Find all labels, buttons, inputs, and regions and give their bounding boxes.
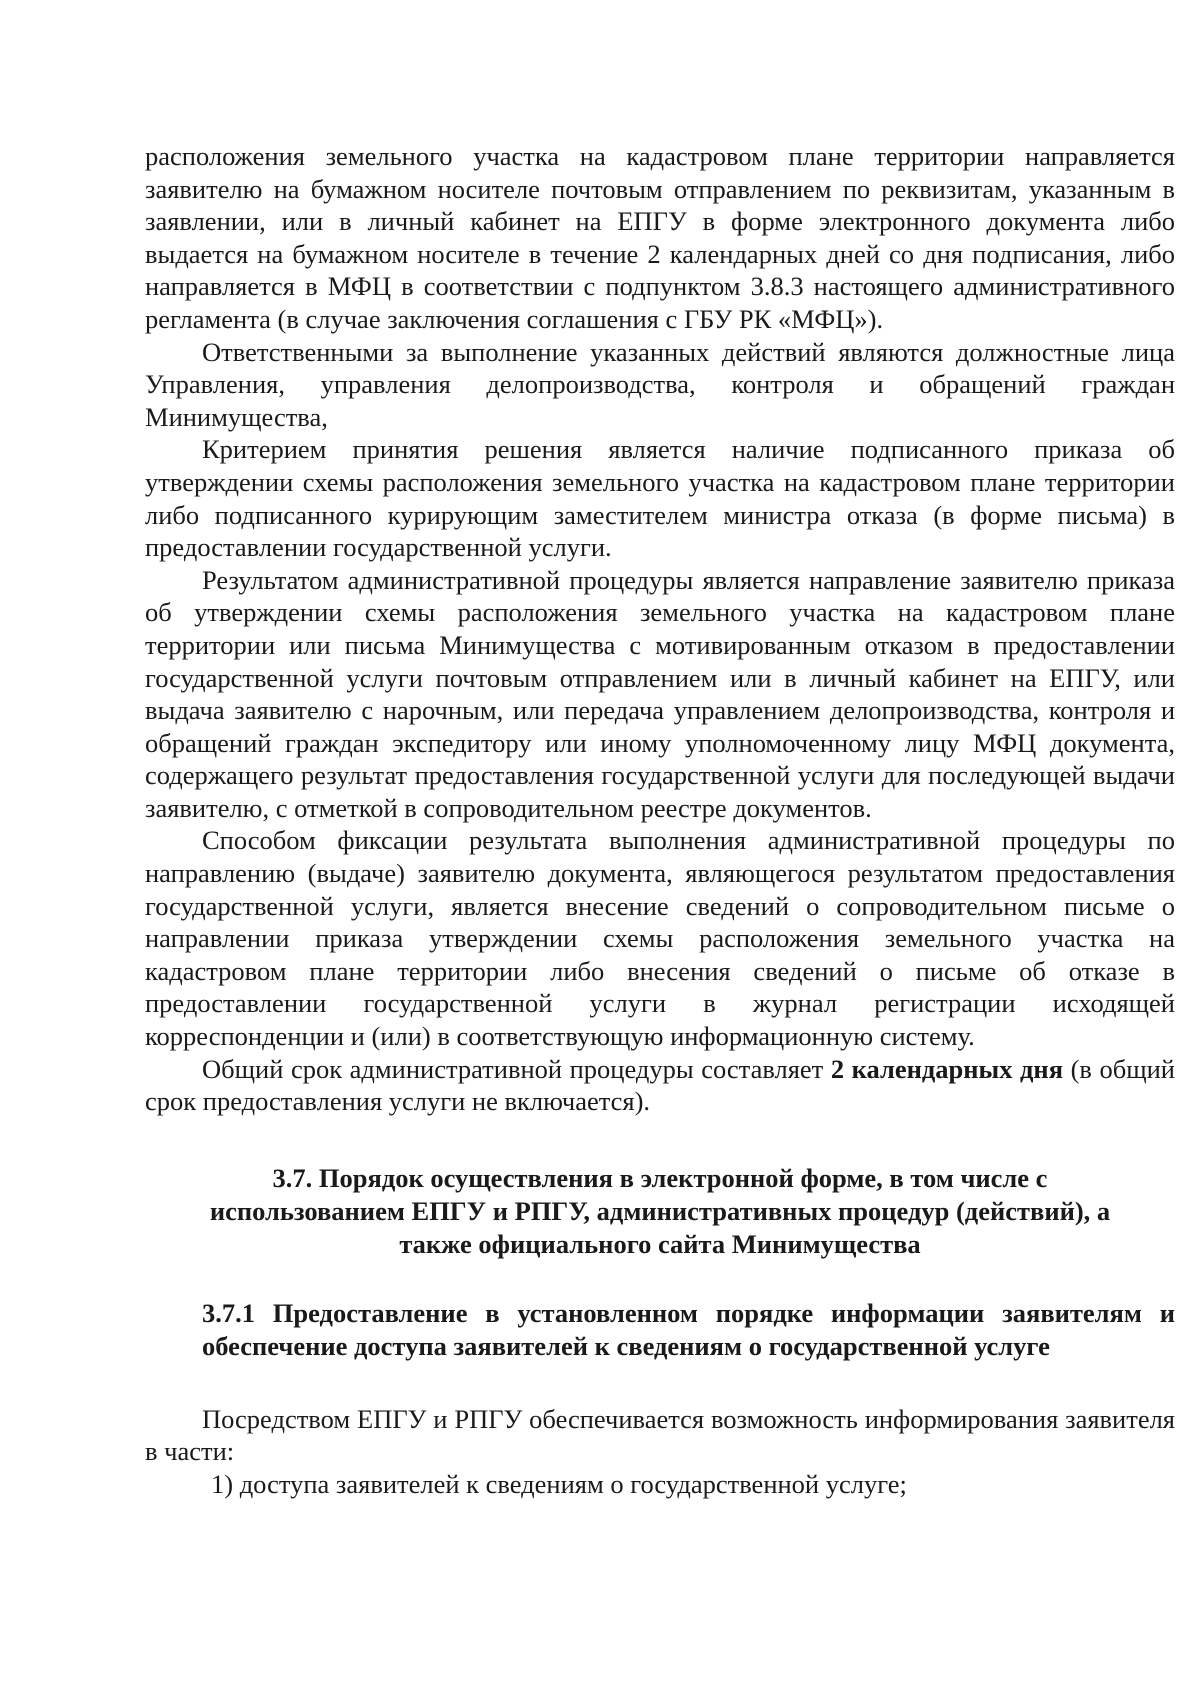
section-heading-3-7-line-1: 3.7. Порядок осуществления в электронной форме, в том числе с	[272, 1162, 1048, 1193]
paragraph-procedure-result: Результатом административной процедуры является направление заявителю приказа об утверждении схемы расположения земельного участка на кадастровом плане территории или письма Минимущества с мотивированным отказом в предоставлении государственной услуги почтовым отправлением или в личный кабинет на ЕПГУ, или выдача заявителю с нарочным, или передача управлением делопроизводства, контроля и обращений граждан экспедитору или иному уполномоченному лицу МФЦ документа, содержащего результат предоставления государственной услуги для последующей выдачи заявителю, с отметкой в сопроводительном реестре документов.	[145, 564, 1175, 823]
total-term-bold: 2 календарных дня	[830, 1053, 1064, 1084]
paragraph-decision-criterion: Критерием принятия решения является наличие подписанного приказа об утверждении схемы расположения земельного участка на кадастровом плане территории либо подписанного курирующим заместителем министра отказа (в форме письма) в предоставлении государственной услуги.	[145, 434, 1175, 563]
section-heading-3-7	[145, 1162, 1175, 1261]
paragraph-fixation-method: Способом фиксации результата выполнения административной процедуры по направлению (выдаче) заявителю документа, являющегося результатом предоставления государственной услуги, является внесение сведений о сопроводительном письме о направлении приказа утверждении схемы расположения земельного участка на кадастровом плане территории либо внесения сведений о письме об отказе в предоставлении государственной услуги в журнал регистрации исходящей корреспонденции и (или) в соответствующую информационную систему.	[145, 825, 1175, 1052]
paragraph-responsible-persons: Ответственными за выполнение указанных действий являются должностные лица Управления, управления делопроизводства, контроля и обращений граждан Минимущества,	[145, 336, 1175, 432]
section-heading-3-7-1-text: 3.7.1 Предоставление в установленном порядке информации заявителям и обеспечение доступа заявителей к сведениям о государственной услуге	[202, 1297, 1175, 1361]
section-heading-3-7-line-2: использованием ЕПГУ и РПГУ, административных процедур (действий), а	[209, 1195, 1111, 1226]
total-term-text-end: (в общий срок предоставления услуги не включается).	[145, 1053, 1175, 1117]
section-heading-3-7-1	[145, 1297, 1175, 1363]
paragraph-result-delivery: расположения земельного участка на кадастровом плане территории направляется заявителю на бумажном носителе почтовым отправлением по реквизитам, указанным в заявлении, или в личный кабинет на ЕПГУ в форме электронного документа либо выдается на бумажном носителе в течение 2 календарных дней со дня подписания, либо направляется в МФЦ в соответствии с подпунктом 3.8.3 настоящего административного регламента (в случае заключения соглашения с ГБУ РК «МФЦ»).	[145, 141, 1175, 334]
section-heading-3-7-line-3: также официального сайта Минимущества	[399, 1228, 921, 1259]
paragraph-informing: Посредством ЕПГУ и РПГУ обеспечивается возможность информирования заявителя в части:	[145, 1403, 1175, 1467]
list-item-1: 1) доступа заявителей к сведениям о государственной услуге;	[211, 1469, 907, 1499]
paragraph-total-term	[145, 1053, 1175, 1118]
total-term-text-start: Общий срок административной процедуры составляет	[202, 1053, 831, 1084]
spacer	[145, 1363, 1175, 1403]
document-body	[145, 140, 1175, 1501]
